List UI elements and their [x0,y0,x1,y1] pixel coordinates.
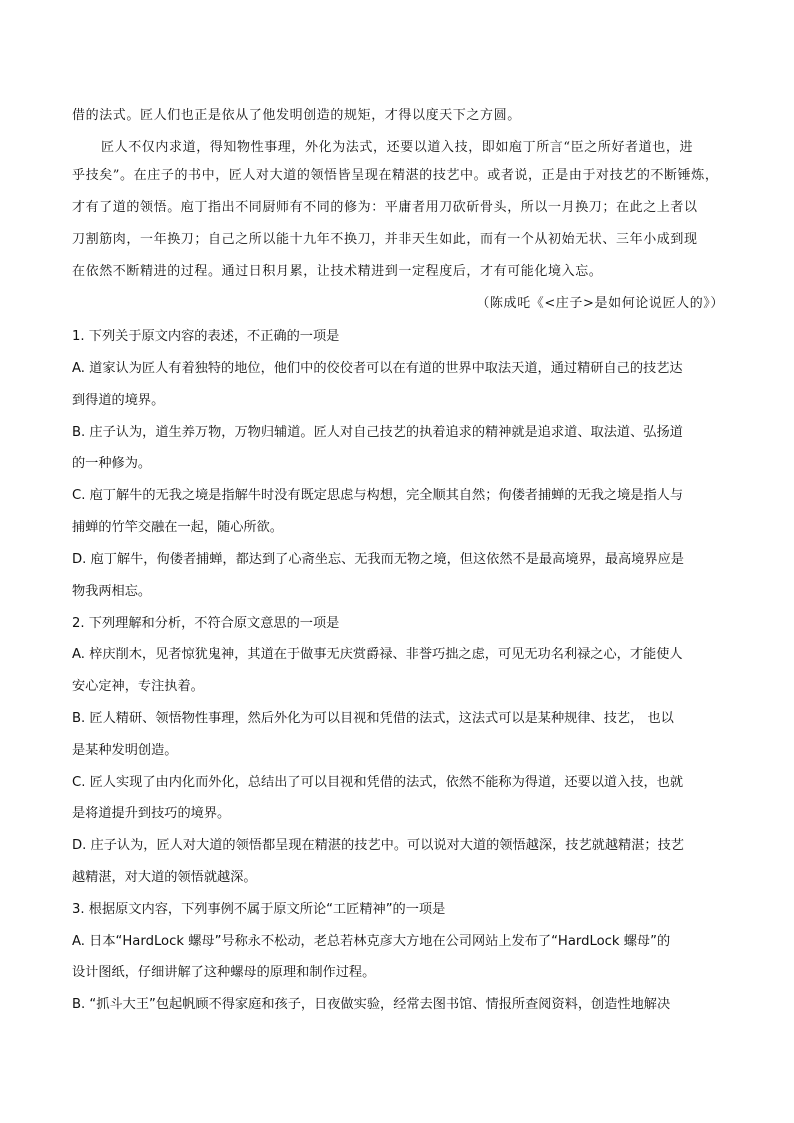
option-line: A. 日本“HardLock 螺母”号称永不松动，老总若林克彦大方地在公司网站上发布了“HardLock 螺母”的 [72,934,671,949]
option-line: B. “抓斗大王”包起帆顾不得家庭和孩子，日夜做实验，经常去图书馆、情报所查阅资料，创造性地解决 [72,997,671,1012]
option-line: 的一种修为。 [72,456,152,471]
passage-line: 乎技矣”。在庄子的书中，匠人对大道的领悟皆呈现在精湛的技艺中。或者说，正是由于对技艺的不断锤炼， [72,168,719,183]
passage-line: 在依然不断精进的过程。通过日积月累，让技术精进到一定程度后，才有可能化境入忘。 [72,264,603,279]
passage-line: 刀割筋肉，一年换刀；自己之所以能十九年不换刀，并非天生如此，而有一个从初始无状、三年小成到现 [72,232,698,247]
passage-line: 才有了道的领悟。庖丁指出不同厨师有不同的修为：平庸者用刀砍斫骨头，所以一月换刀；在此之上者以 [72,200,698,215]
option-line: D. 庖丁解牛，佝偻者捕蝉，都达到了心斋坐忘、无我而无物之境，但这依然不是最高境界，最高境界应是 [72,552,684,567]
option-line: 设计图纸，仔细讲解了这种螺母的原理和制作过程。 [72,965,376,980]
passage-line: 借的法式。匠人们也正是依从了他发明创造的规矩，才得以度天下之方圆。 [72,108,521,123]
option-line: 到得道的境界。 [72,393,165,408]
option-line: A. 梓庆削木，见者惊犹鬼神，其道在于做事无庆赏爵禄、非誉巧拙之虑，可见无功名利禄之心，才能使人 [72,647,683,662]
question-stem: 1. 下列关于原文内容的表述，不正确的一项是 [72,329,340,344]
option-line: 越精湛，对大道的领悟就越深。 [72,870,257,885]
option-line: C. 庖丁解牛的无我之境是指解牛时没有既定思虑与构想，完全顺其自然；佝偻者捕蝉的无我之境是指人与 [72,488,684,503]
passage-line: 匠人不仅内求道，得知物性事理，外化为法式，还要以道入技，即如庖丁所言“臣之所好者道也，进 [101,140,694,155]
option-line: 物我两相忘。 [72,584,152,599]
question-stem: 2. 下列理解和分析，不符合原文意思的一项是 [72,616,340,631]
passage-source: （陈成吒《<庄子>是如何论说匠人的》） [476,296,724,311]
option-line: A. 道家认为匠人有着独特的地位，他们中的佼佼者可以在有道的世界中取法天道，通过精研自己的技艺达 [72,361,683,376]
option-line: 是将道提升到技巧的境界。 [72,806,231,821]
option-line: 是某种发明创造。 [72,743,178,758]
option-line: D. 庄子认为，匠人对大道的领悟都呈现在精湛的技艺中。可以说对大道的领悟越深，技艺就越精湛；技艺 [72,838,684,853]
option-line: 安心定神，专注执着。 [72,679,204,694]
option-line: B. 庄子认为，道生养万物，万物归辅道。匠人对自己技艺的执着追求的精神就是追求道、取法道、弘扬道 [72,425,683,440]
option-line: B. 匠人精研、领悟物性事理，然后外化为可以目视和凭借的法式，这法式可以是某种规律、技艺， 也以 [72,711,674,726]
option-line: 捕蝉的竹竿交融在一起，随心所欲。 [72,520,283,535]
question-stem: 3. 根据原文内容，下列事例不属于原文所论“工匠精神”的一项是 [72,902,446,917]
option-line: C. 匠人实现了由内化而外化，总结出了可以目视和凭借的法式，依然不能称为得道，还要以道入技，也就 [72,775,684,790]
